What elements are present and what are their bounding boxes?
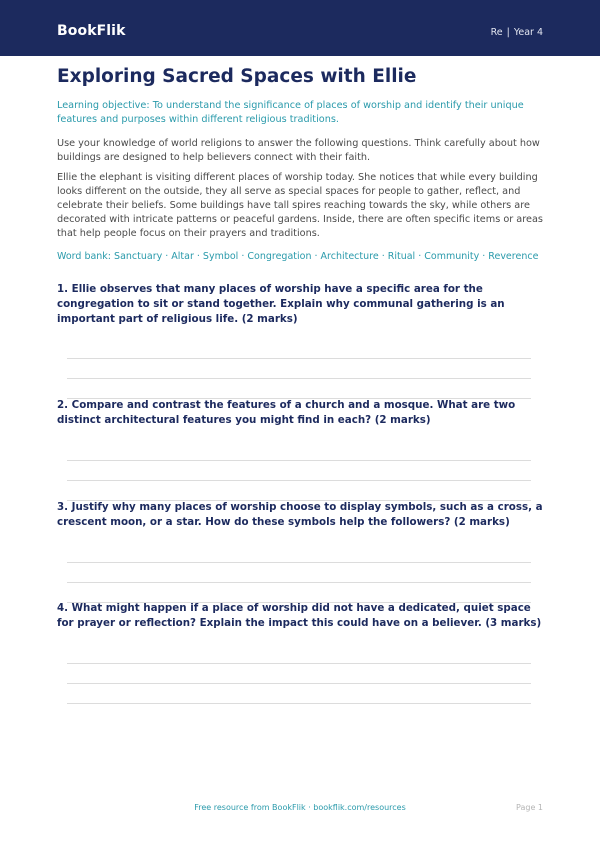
- answer-line[interactable]: [67, 460, 531, 461]
- intro-paragraph: Use your knowledge of world religions to answer the following questions. Think carefully about how buildings are designed to help believers connect with their faith.: [57, 138, 540, 163]
- worksheet-title: Exploring Sacred Spaces with Ellie: [57, 66, 417, 87]
- answer-line[interactable]: [67, 480, 531, 481]
- answer-line[interactable]: [67, 378, 531, 379]
- brand-logo-text: BookFlik: [57, 23, 126, 39]
- subject-year-label: [491, 27, 543, 38]
- subject-label: Re: [490, 27, 503, 38]
- footer-credit: Free resource from BookFlik · bookflik.com/resources: [194, 803, 406, 812]
- answer-line[interactable]: [67, 663, 531, 664]
- answer-line[interactable]: [67, 683, 531, 684]
- question-4: 4. What might happen if a place of worship did not have a dedicated, quiet space for prayer or reflection? Explain the impact this could have on a believer. (3 marks): [57, 602, 542, 629]
- question-1: 1. Ellie observes that many places of worship have a specific area for the congregation to sit or stand together. Explain why communal gathering is an important part of religious life. (2 marks): [57, 283, 505, 325]
- answer-line[interactable]: [67, 358, 531, 359]
- page-number: Page 1: [516, 803, 543, 812]
- question-2: 2. Compare and contrast the features of a church and a mosque. What are two distinct architectural features you might find in each? (2 marks): [57, 399, 516, 426]
- answer-line[interactable]: [67, 703, 531, 704]
- question-3: 3. Justify why many places of worship choose to display symbols, such as a cross, a crescent moon, or a star. How do these symbols help the followers? (2 marks): [57, 501, 543, 528]
- year-label: Year 4: [513, 27, 543, 38]
- learning-objective: Learning objective: To understand the significance of places of worship and identify their unique features and purposes within different religious traditions.: [57, 100, 524, 125]
- answer-line[interactable]: [67, 562, 531, 563]
- answer-line[interactable]: [67, 582, 531, 583]
- story-paragraph: Ellie the elephant is visiting different places of worship today. She notices that while every building looks different on the outside, they all serve as special spaces for people to gather, reflect, and celebrate their beliefs. Some buildings have tall spires reaching towards the sky, while others are decorated with intricate patterns or peaceful gardens. Inside, there are often specific items or areas that help people focus on their prayers and traditions.: [57, 172, 543, 239]
- meta-separator: |: [506, 27, 510, 38]
- word-bank: Word bank: Sanctuary · Altar · Symbol · Congregation · Architecture · Ritual · Community · Reverence: [57, 251, 539, 262]
- header-bar: [0, 0, 600, 56]
